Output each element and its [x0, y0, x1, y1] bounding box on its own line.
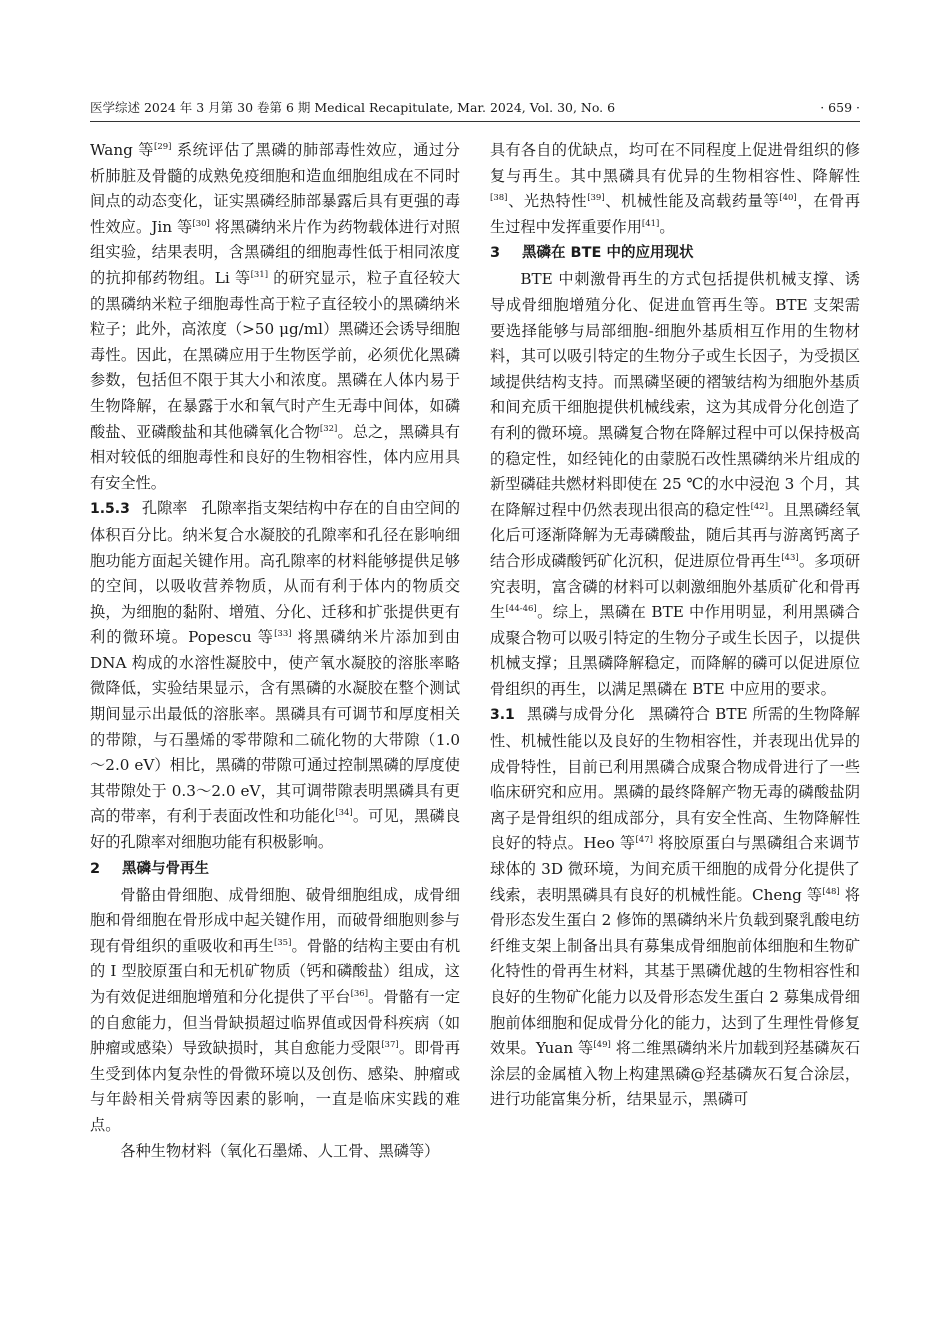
paragraph: 具有各自的优缺点，均可在不同程度上促进骨组织的修复与再生。其中黑磷具有优异的生物相容性、降解性[38]、光热特性[39]、机械性能及高载药量等[40]，在骨再生过程中发挥重要作用[41]。 — [490, 141, 861, 236]
citation-marker: [30] — [192, 218, 210, 229]
citation-marker: [37] — [381, 1040, 399, 1051]
citation-marker: [32] — [319, 423, 338, 434]
citation-marker: [29] — [154, 142, 172, 152]
right-column — [490, 138, 860, 1113]
citation-marker: [31] — [250, 269, 269, 280]
subsection-3-1 — [490, 702, 860, 1113]
paragraph: 骨骼由骨细胞、成骨细胞、破骨细胞组成，成骨细胞和骨细胞在骨形成中起关键作用，而破骨细胞则参与现有骨组织的重吸收和再生[35]。骨骼的结构主要由有机的 I 型胶原蛋白和无机矿物质（钙和磷酸盐）组成，这为有效促进细胞增殖和分化提供了平台[36]。骨骼有一定的自愈能力，但当骨缺损超过临界值或因骨科疾病（如肿瘤或感染）导致缺损时，其自愈能力受限[37]。即骨再生受到体内复杂性的骨微环境以及创伤、感染、肿瘤或与年龄相关骨病等因素的影响，一直是临床实践的难点。 — [90, 885, 460, 1134]
citation-marker: [36] — [350, 989, 369, 999]
citation-marker: [34] — [335, 808, 353, 819]
subsection-text: 孔隙率指支架结构中存在的自由空间的体积百分比。纳米复合水凝胶的孔隙率和孔径在影响细胞功能方面起关键作用。高孔隙率的材料能够提供足够的空间，以吸收营养物质，从而有利于体内的物质交换，为细胞的黏附、增殖、分化、迁移和扩张提供更有利的微环境。Popescu 等[33] 将黑磷纳米片添加到由 DNA 构成的水溶性凝胶中，使产氧水凝胶的溶胀率略微降低，实验结果显示，含有黑磷的水凝胶在整个测试期间显示出最低的溶胀率。黑磷具有可调节和厚度相关的带隙，与石墨烯的零带隙和二硫化物的大带隙（1.0～2.0 eV）相比，黑磷的带隙可通过控制黑磷的厚度使其带隙处于 0.3～2.0 eV，其可调带隙表明黑磷具有更高的带率，有利于表面改性和功能化[34]。可见，黑磷良好的孔隙率对细胞功能有积极影响。 — [90, 499, 461, 852]
citation-marker: [43] — [781, 552, 799, 563]
journal-citation: 医学综述 2024 年 3 月第 30 卷第 6 期 Medical Recapitulate, Mar. 2024, Vol. 30, No. 6 — [90, 100, 616, 115]
citation-marker: [39] — [587, 193, 605, 204]
section-title: 黑磷在 BTE 中的应用现状 — [522, 245, 694, 262]
subsection-number: 1.5.3 — [90, 501, 130, 518]
section-number: 3 — [490, 245, 501, 262]
subsection-title: 孔隙率 — [141, 499, 188, 518]
subsection-text: 黑磷符合 BTE 所需的生物降解性、机械性能以及良好的生物相容性，并表现出优异的成骨特性，目前已利用黑磷合成聚合物成骨进行了一些临床研究和应用。黑磷的最终降解产物无毒的磷酸盐阴离子是骨组织的组成部分，具有安全性高、生物降解性良好的特点。Heo 等[47] 将胶原蛋白与黑磷组合来调节球体的 3D 微环境，为间充质干细胞的成骨分化提供了线索，表明黑磷具有良好的机械性能。Cheng 等[48] 将骨形态发生蛋白 2 修饰的黑磷纳米片负载到聚乳酸电纺纤维支架上制备出具有募集成骨细胞前体细胞和生物矿化特性的骨再生材料，其基于黑磷优越的生物相容性和良好的生物矿化能力以及骨形态发生蛋白 2 募集成骨细胞前体细胞和促成骨分化的能力，达到了生理性骨修复效果。Yuan 等[49] 将二维黑磷纳米片加载到羟基磷灰石涂层的金属植入物上构建黑磷@羟基磷灰石复合涂层，进行功能富集分析，结果显示，黑磷可 — [490, 705, 861, 1109]
header-rule — [90, 121, 860, 122]
paragraph: BTE 中刺激骨再生的方式包括提供机械支撑、诱导成骨细胞增殖分化、促进血管再生等。BTE 支架需要选择能够与局部细胞-细胞外基质相互作用的生物材料，其可以吸引特定的生物分子或生长因子，为受损区域提供结构支持。而黑磷坚硬的褶皱结构为细胞外基质和间充质干细胞提供机械线索，这为其成骨分化创造了有利的微环境。黑磷复合物在降解过程中可以保持极高的稳定性，如经钝化的由蒙脱石改性黑磷纳米片组成的新型磷硅共燃材料即使在 25 ℃的水中浸泡 3 个月，其在降解过程中仍然表现出很高的稳定性[42]。且黑磷经氧化后可逐渐降解为无毒磷酸盐，随后其再与游离钙离子结合形成磷酸钙矿化沉积，促进原位骨再生[43]。多项研究表明，富含磷的材料可以刺激细胞外基质矿化和骨再生[44-46]。综上，黑磷在 BTE 中作用明显，利用黑磷合成聚合物可以吸引特定的生物分子或生长因子，以提供机械支撑；且黑磷降解稳定，而降解的磷可以促进原位骨组织的再生，以满足黑磷在 BTE 中应用的要求。 — [490, 270, 860, 698]
citation-marker: [47] — [635, 835, 653, 846]
subsection-number: 3.1 — [490, 707, 515, 724]
citation-marker: [48] — [822, 886, 840, 897]
citation-marker: [49] — [593, 1040, 611, 1051]
citation-marker: [42] — [750, 501, 769, 512]
subsection-title: 黑磷与成骨分化 — [526, 705, 635, 724]
section-title: 黑磷与骨再生 — [122, 860, 209, 877]
paragraph: Wang 等[29] 系统评估了黑磷的肺部毒性效应，通过分析肺脏及骨髓的成熟免疫细胞和造血细胞组成在不同时间点的动态变化，证实黑磷经肺部暴露后具有更强的毒性效应。Jin 等[30] 将黑磷纳米片作为药物载体进行对照组实验，结果表明，含黑磷组的细胞毒性低于相同浓度的抗抑郁药物组。Li 等[31] 的研究显示，粒子直径较大的黑磷纳米粒子细胞毒性高于粒子直径较小的黑磷纳米粒子；此外，高浓度（>50 μg/ml）黑磷还会诱导细胞毒性。因此，在黑磷应用于生物医学前，必须优化黑磷参数，包括但不限于其大小和浓度。黑磷在人体内易于生物降解，在暴露于水和氧气时产生无毒中间体，如磷酸盐、亚磷酸盐和其他磷氧化合物[32]。总之，黑磷具有相对较低的细胞毒性和良好的生物相容性，体内应用具有安全性。 — [90, 141, 461, 492]
section-heading — [490, 240, 860, 267]
citation-marker: [33] — [274, 629, 292, 640]
page-number: · 659 · — [820, 100, 860, 115]
left-column — [90, 138, 460, 1164]
citation-marker: [40] — [779, 193, 797, 204]
paragraph: 各种生物材料（氧化石墨烯、人工骨、黑磷等） — [120, 1141, 440, 1160]
citation-marker: [41] — [641, 218, 660, 229]
section-number: 2 — [90, 860, 101, 877]
subsection-1-5-3 — [90, 496, 460, 855]
section-heading — [90, 856, 460, 883]
citation-marker: [44-46] — [505, 604, 537, 615]
citation-marker: [38] — [490, 193, 508, 204]
citation-marker: [35] — [273, 937, 292, 948]
